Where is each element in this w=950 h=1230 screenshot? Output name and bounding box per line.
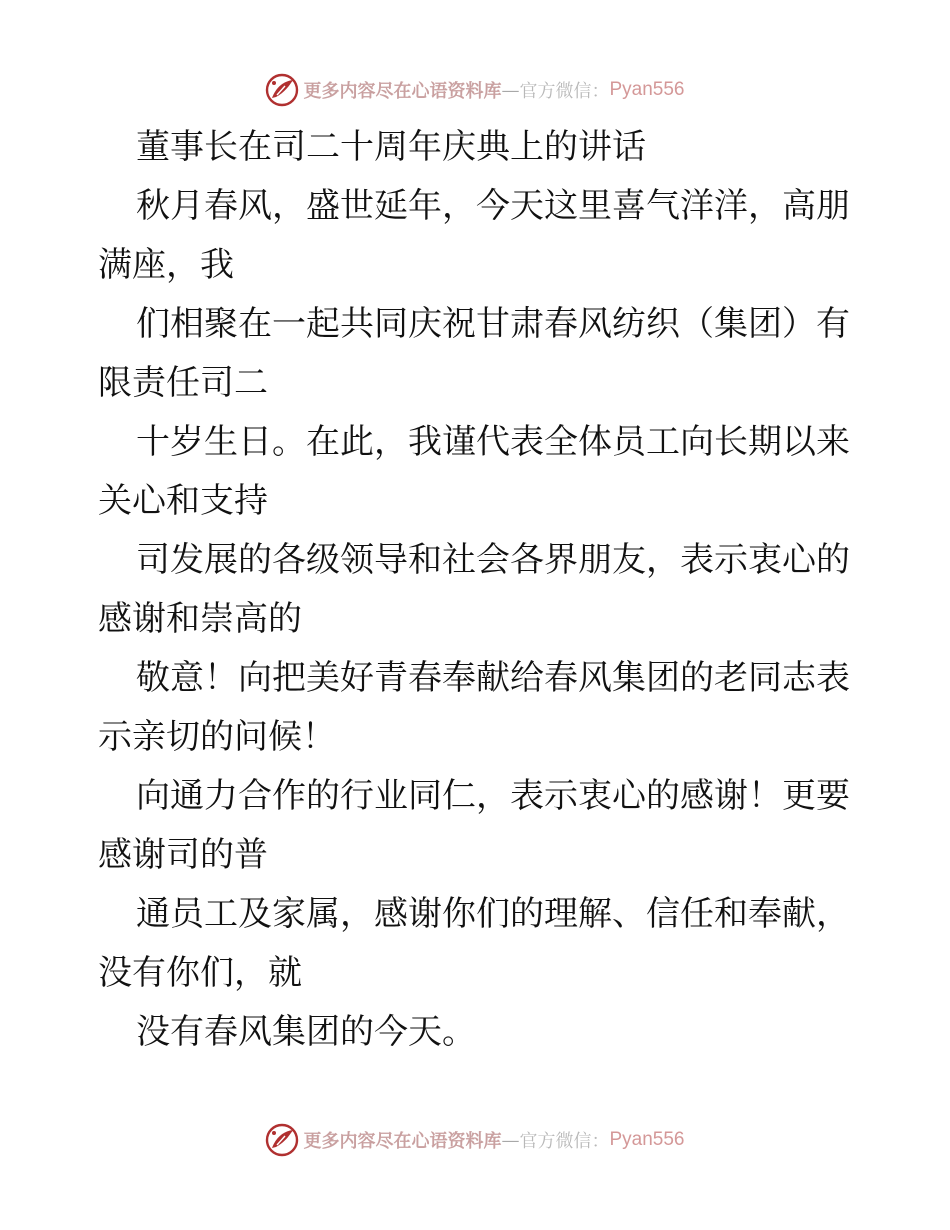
header-banner-separator: — <box>501 79 520 101</box>
paragraph-line: 示亲切的问候！ <box>98 717 336 757</box>
header-banner-wechat-id: Pyan556 <box>609 79 685 100</box>
footer-banner-text: 更多内容尽在心语资料库 <box>303 1131 502 1152</box>
paragraph-line: 十岁生日。在此，我谨代表全体员工向长期以来 <box>136 422 850 462</box>
header-banner-text: 更多内容尽在心语资料库 <box>303 81 502 102</box>
paragraph-line: 满座，我 <box>98 245 234 285</box>
footer-banner-separator: — <box>501 1129 520 1151</box>
footer-banner-wechat-id: Pyan556 <box>609 1129 685 1150</box>
paragraph-line: 感谢司的普 <box>98 835 268 875</box>
paragraph-line: 司发展的各级领导和社会各界朋友，表示衷心的 <box>136 540 850 580</box>
footer-banner-wechat-label: 官方微信： <box>519 1131 610 1152</box>
paragraph-line: 通员工及家属，感谢你们的理解、信任和奉献， <box>136 894 850 934</box>
header-banner <box>0 70 950 110</box>
paragraph-line: 秋月春风，盛世延年，今天这里喜气洋洋，高朋 <box>136 186 850 226</box>
paragraph-line: 们相聚在一起共同庆祝甘肃春风纺织（集团）有 <box>136 304 850 344</box>
paragraph-line: 没有春风集团的今天。 <box>136 1012 476 1052</box>
header-banner-wechat-label: 官方微信： <box>519 81 610 102</box>
footer-banner <box>0 1120 950 1160</box>
paragraph-line: 向通力合作的行业同仁，表示衷心的感谢！更要 <box>136 776 850 816</box>
paragraph-line: 没有你们，就 <box>98 953 302 993</box>
document-title: 董事长在司二十周年庆典上的讲话 <box>136 127 646 167</box>
speech-body <box>98 118 858 1062</box>
pen-nib-logo-icon <box>265 1123 299 1157</box>
paragraph-line: 感谢和崇高的 <box>98 599 302 639</box>
paragraph-line: 敬意！向把美好青春奉献给春风集团的老同志表 <box>136 658 850 698</box>
paragraph-line: 关心和支持 <box>98 481 268 521</box>
paragraph-line: 限责任司二 <box>98 363 268 403</box>
pen-nib-logo-icon <box>265 73 299 107</box>
